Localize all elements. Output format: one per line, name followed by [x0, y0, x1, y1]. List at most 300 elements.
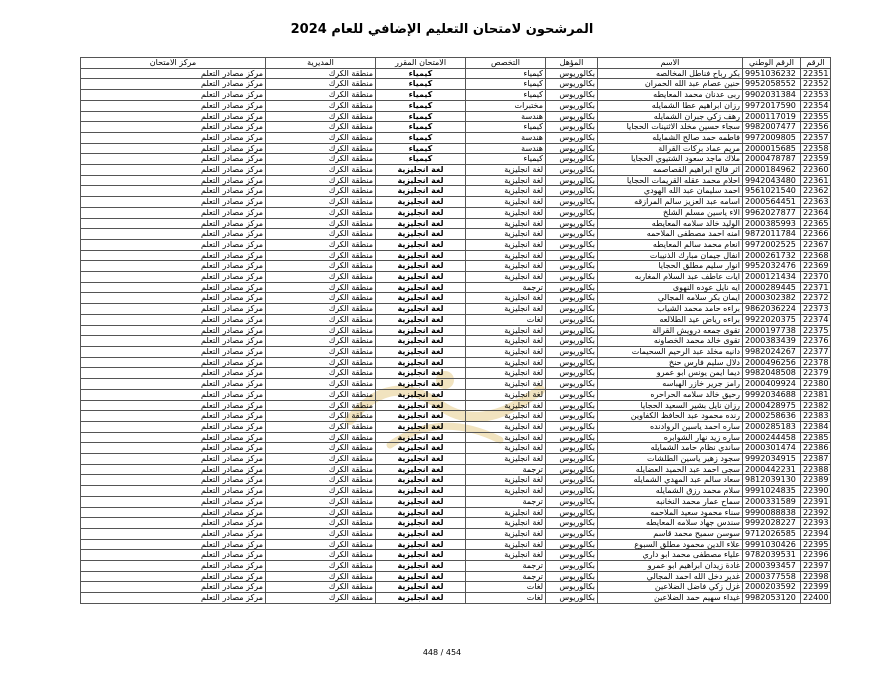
- qualification-cell: بكالوريوس: [546, 293, 598, 304]
- candidate-name-cell: دلال سليم فارس حنخ: [598, 357, 743, 368]
- assigned-exam-cell: لغة انجليزية: [376, 379, 466, 390]
- directorate-cell: منطقة الكرك: [266, 100, 376, 111]
- row-number-cell: 22386: [801, 443, 831, 454]
- qualification-cell: بكالوريوس: [546, 111, 598, 122]
- assigned-exam-cell: لغة انجليزية: [376, 561, 466, 572]
- exam-center-cell: مركز مصادر التعلم: [81, 154, 266, 165]
- specialization-cell: لغة انجليزية: [466, 325, 546, 336]
- directorate-cell: منطقة الكرك: [266, 411, 376, 422]
- table-row: [81, 346, 831, 357]
- row-number-cell: 22362: [801, 186, 831, 197]
- row-number-cell: 22354: [801, 100, 831, 111]
- row-number-cell: 22387: [801, 454, 831, 465]
- row-number-cell: 22355: [801, 111, 831, 122]
- header-national-id: الرقم الوطني: [743, 58, 801, 69]
- assigned-exam-cell: لغة انجليزية: [376, 282, 466, 293]
- row-number-cell: 22378: [801, 357, 831, 368]
- specialization-cell: لغة انجليزية: [466, 421, 546, 432]
- specialization-cell: لغة انجليزية: [466, 304, 546, 315]
- qualification-cell: بكالوريوس: [546, 346, 598, 357]
- directorate-cell: منطقة الكرك: [266, 539, 376, 550]
- row-number-cell: 22365: [801, 218, 831, 229]
- directorate-cell: منطقة الكرك: [266, 400, 376, 411]
- national-id-cell: 9812039130: [743, 475, 801, 486]
- specialization-cell: لغة انجليزية: [466, 539, 546, 550]
- header-name: الاسم: [598, 58, 743, 69]
- assigned-exam-cell: لغة انجليزية: [376, 550, 466, 561]
- row-number-cell: 22384: [801, 421, 831, 432]
- table-row: [81, 400, 831, 411]
- row-number-cell: 22376: [801, 336, 831, 347]
- row-number-cell: 22390: [801, 486, 831, 497]
- row-number-cell: 22380: [801, 379, 831, 390]
- exam-center-cell: مركز مصادر التعلم: [81, 132, 266, 143]
- directorate-cell: منطقة الكرك: [266, 122, 376, 133]
- candidate-name-cell: سندس جهاد سلامه المعايطه: [598, 518, 743, 529]
- exam-center-cell: مركز مصادر التعلم: [81, 325, 266, 336]
- row-number-cell: 22382: [801, 400, 831, 411]
- row-number-cell: 22366: [801, 229, 831, 240]
- specialization-cell: ترجمة: [466, 464, 546, 475]
- candidate-name-cell: رهف زكي جبران الشمايله: [598, 111, 743, 122]
- row-number-cell: 22394: [801, 528, 831, 539]
- directorate-cell: منطقة الكرك: [266, 582, 376, 593]
- specialization-cell: لغة انجليزية: [466, 346, 546, 357]
- exam-center-cell: مركز مصادر التعلم: [81, 79, 266, 90]
- table-row: [81, 100, 831, 111]
- exam-center-cell: مركز مصادر التعلم: [81, 68, 266, 79]
- directorate-cell: منطقة الكرك: [266, 68, 376, 79]
- specialization-cell: لغة انجليزية: [466, 368, 546, 379]
- national-id-cell: 2000261732: [743, 250, 801, 261]
- national-id-cell: 9561021540: [743, 186, 801, 197]
- qualification-cell: بكالوريوس: [546, 304, 598, 315]
- candidate-name-cell: مريم عماد بركات القرالة: [598, 143, 743, 154]
- row-number-cell: 22363: [801, 197, 831, 208]
- assigned-exam-cell: لغة انجليزية: [376, 593, 466, 604]
- assigned-exam-cell: كيمياء: [376, 111, 466, 122]
- assigned-exam-cell: كيمياء: [376, 132, 466, 143]
- directorate-cell: منطقة الكرك: [266, 165, 376, 176]
- header-exam: الامتحان المقرر: [376, 58, 466, 69]
- qualification-cell: بكالوريوس: [546, 496, 598, 507]
- exam-center-cell: مركز مصادر التعلم: [81, 250, 266, 261]
- row-number-cell: 22353: [801, 90, 831, 101]
- row-number-cell: 22398: [801, 571, 831, 582]
- candidate-name-cell: رزان نايل بشير السعيد الحجايا: [598, 400, 743, 411]
- candidate-name-cell: احلام محمد عقله القريمات الحجايا: [598, 175, 743, 186]
- assigned-exam-cell: لغة انجليزية: [376, 400, 466, 411]
- exam-center-cell: مركز مصادر التعلم: [81, 100, 266, 111]
- national-id-cell: 9991030426: [743, 539, 801, 550]
- row-number-cell: 22360: [801, 165, 831, 176]
- candidate-name-cell: ساره احمد ياسين الروادنده: [598, 421, 743, 432]
- national-id-cell: 2000496256: [743, 357, 801, 368]
- qualification-cell: بكالوريوس: [546, 421, 598, 432]
- exam-center-cell: مركز مصادر التعلم: [81, 411, 266, 422]
- candidate-name-cell: اثر فالح ابراهيم القصاصمه: [598, 165, 743, 176]
- assigned-exam-cell: كيمياء: [376, 100, 466, 111]
- table-row: [81, 539, 831, 550]
- specialization-cell: لغة انجليزية: [466, 175, 546, 186]
- directorate-cell: منطقة الكرك: [266, 421, 376, 432]
- directorate-cell: منطقة الكرك: [266, 507, 376, 518]
- specialization-cell: هندسة: [466, 111, 546, 122]
- table-row: [81, 229, 831, 240]
- national-id-cell: 2000442231: [743, 464, 801, 475]
- exam-center-cell: مركز مصادر التعلم: [81, 454, 266, 465]
- specialization-cell: لغة انجليزية: [466, 389, 546, 400]
- specialization-cell: هندسة: [466, 143, 546, 154]
- table-row: [81, 90, 831, 101]
- specialization-cell: لغة انجليزية: [466, 432, 546, 443]
- assigned-exam-cell: لغة انجليزية: [376, 357, 466, 368]
- directorate-cell: منطقة الكرك: [266, 389, 376, 400]
- exam-center-cell: مركز مصادر التعلم: [81, 336, 266, 347]
- exam-center-cell: مركز مصادر التعلم: [81, 218, 266, 229]
- directorate-cell: منطقة الكرك: [266, 304, 376, 315]
- specialization-cell: لغة انجليزية: [466, 261, 546, 272]
- row-number-cell: 22391: [801, 496, 831, 507]
- national-id-cell: 2000385993: [743, 218, 801, 229]
- specialization-cell: لغة انجليزية: [466, 272, 546, 283]
- candidate-name-cell: ايمان بكر سلامه المجالي: [598, 293, 743, 304]
- qualification-cell: بكالوريوس: [546, 550, 598, 561]
- table-row: [81, 571, 831, 582]
- directorate-cell: منطقة الكرك: [266, 528, 376, 539]
- candidate-name-cell: سوسن سميح محمد قاسم: [598, 528, 743, 539]
- directorate-cell: منطقة الكرك: [266, 186, 376, 197]
- national-id-cell: 2000184962: [743, 165, 801, 176]
- table-row: [81, 186, 831, 197]
- candidate-name-cell: تقوى جمعه درويش القرالة: [598, 325, 743, 336]
- exam-center-cell: مركز مصادر التعلم: [81, 389, 266, 400]
- candidate-name-cell: تقوى خالد محمد الخصاونه: [598, 336, 743, 347]
- national-id-cell: 9992028227: [743, 518, 801, 529]
- table-row: [81, 239, 831, 250]
- specialization-cell: لغة انجليزية: [466, 528, 546, 539]
- exam-center-cell: مركز مصادر التعلم: [81, 175, 266, 186]
- table-row: [81, 443, 831, 454]
- candidate-name-cell: سجود زهير ياسين الطلشات: [598, 454, 743, 465]
- candidate-name-cell: احمد سليمان عبد الله الهودي: [598, 186, 743, 197]
- candidate-name-cell: سلام محمد رزق الشمايله: [598, 486, 743, 497]
- exam-center-cell: مركز مصادر التعلم: [81, 593, 266, 604]
- candidate-name-cell: سجاء حسين مخلد الاثنينات الحجايا: [598, 122, 743, 133]
- directorate-cell: منطقة الكرك: [266, 111, 376, 122]
- qualification-cell: بكالوريوس: [546, 272, 598, 283]
- table-row: [81, 218, 831, 229]
- table-row: [81, 207, 831, 218]
- table-row: [81, 336, 831, 347]
- assigned-exam-cell: لغة انجليزية: [376, 518, 466, 529]
- exam-center-cell: مركز مصادر التعلم: [81, 486, 266, 497]
- candidate-name-cell: دانيه مخلد عبد الرحيم السحيمات: [598, 346, 743, 357]
- row-number-cell: 22388: [801, 464, 831, 475]
- table-row: [81, 304, 831, 315]
- qualification-cell: بكالوريوس: [546, 475, 598, 486]
- header-center: مركز الامتحان: [81, 58, 266, 69]
- directorate-cell: منطقة الكرك: [266, 496, 376, 507]
- row-number-cell: 22392: [801, 507, 831, 518]
- national-id-cell: 2000302382: [743, 293, 801, 304]
- candidate-name-cell: علياء مصطفى محمد ابو داري: [598, 550, 743, 561]
- directorate-cell: منطقة الكرك: [266, 229, 376, 240]
- exam-center-cell: مركز مصادر التعلم: [81, 143, 266, 154]
- header-directorate: المديرية: [266, 58, 376, 69]
- specialization-cell: كيمياء: [466, 122, 546, 133]
- qualification-cell: بكالوريوس: [546, 90, 598, 101]
- table-row: [81, 197, 831, 208]
- qualification-cell: بكالوريوس: [546, 443, 598, 454]
- directorate-cell: منطقة الكرك: [266, 486, 376, 497]
- national-id-cell: 2000409924: [743, 379, 801, 390]
- national-id-cell: 2000428975: [743, 400, 801, 411]
- row-number-cell: 22397: [801, 561, 831, 572]
- directorate-cell: منطقة الكرك: [266, 454, 376, 465]
- assigned-exam-cell: لغة انجليزية: [376, 218, 466, 229]
- table-row: [81, 486, 831, 497]
- qualification-cell: بكالوريوس: [546, 100, 598, 111]
- national-id-cell: 2000383439: [743, 336, 801, 347]
- directorate-cell: منطقة الكرك: [266, 336, 376, 347]
- table-row: [81, 368, 831, 379]
- candidate-name-cell: سعاد سالم عبد المهدي الشمايله: [598, 475, 743, 486]
- qualification-cell: بكالوريوس: [546, 132, 598, 143]
- qualification-cell: بكالوريوس: [546, 250, 598, 261]
- candidate-name-cell: ساندي نظام حامد الشمايله: [598, 443, 743, 454]
- exam-center-cell: مركز مصادر التعلم: [81, 357, 266, 368]
- assigned-exam-cell: لغة انجليزية: [376, 528, 466, 539]
- assigned-exam-cell: لغة انجليزية: [376, 432, 466, 443]
- exam-center-cell: مركز مصادر التعلم: [81, 464, 266, 475]
- assigned-exam-cell: لغة انجليزية: [376, 571, 466, 582]
- qualification-cell: بكالوريوس: [546, 143, 598, 154]
- qualification-cell: بكالوريوس: [546, 154, 598, 165]
- qualification-cell: بكالوريوس: [546, 165, 598, 176]
- table-row: [81, 518, 831, 529]
- row-number-cell: 22357: [801, 132, 831, 143]
- row-number-cell: 22375: [801, 325, 831, 336]
- assigned-exam-cell: لغة انجليزية: [376, 239, 466, 250]
- specialization-cell: لغة انجليزية: [466, 411, 546, 422]
- assigned-exam-cell: لغة انجليزية: [376, 411, 466, 422]
- exam-center-cell: مركز مصادر التعلم: [81, 229, 266, 240]
- candidate-name-cell: رحيق خالد سلامه الحراحره: [598, 389, 743, 400]
- specialization-cell: ترجمة: [466, 282, 546, 293]
- national-id-cell: 2000117019: [743, 111, 801, 122]
- national-id-cell: 9982053120: [743, 593, 801, 604]
- row-number-cell: 22374: [801, 314, 831, 325]
- exam-center-cell: مركز مصادر التعلم: [81, 528, 266, 539]
- candidate-name-cell: ديما ايمن يونس ابو عمرو: [598, 368, 743, 379]
- national-id-cell: 9990088838: [743, 507, 801, 518]
- specialization-cell: لغة انجليزية: [466, 207, 546, 218]
- row-number-cell: 22368: [801, 250, 831, 261]
- specialization-cell: لغة انجليزية: [466, 293, 546, 304]
- row-number-cell: 22400: [801, 593, 831, 604]
- candidate-name-cell: فاطمه حمد صالح الشمايله: [598, 132, 743, 143]
- header-qualification: المؤهل: [546, 58, 598, 69]
- assigned-exam-cell: لغة انجليزية: [376, 443, 466, 454]
- qualification-cell: بكالوريوس: [546, 507, 598, 518]
- exam-center-cell: مركز مصادر التعلم: [81, 90, 266, 101]
- qualification-cell: بكالوريوس: [546, 593, 598, 604]
- table-row: [81, 550, 831, 561]
- assigned-exam-cell: لغة انجليزية: [376, 175, 466, 186]
- candidate-name-cell: سناء محمود سعيد الملاحمه: [598, 507, 743, 518]
- assigned-exam-cell: كيمياء: [376, 122, 466, 133]
- national-id-cell: 9982048508: [743, 368, 801, 379]
- national-id-cell: 2000377558: [743, 571, 801, 582]
- national-id-cell: 9862036224: [743, 304, 801, 315]
- exam-center-cell: مركز مصادر التعلم: [81, 261, 266, 272]
- candidate-name-cell: سجى احمد عبد الحميد العضايله: [598, 464, 743, 475]
- qualification-cell: بكالوريوس: [546, 282, 598, 293]
- qualification-cell: بكالوريوس: [546, 186, 598, 197]
- candidate-name-cell: غزل زكي فاضل الضلاعين: [598, 582, 743, 593]
- row-number-cell: 22385: [801, 432, 831, 443]
- specialization-cell: لغات: [466, 582, 546, 593]
- national-id-cell: 9982024267: [743, 346, 801, 357]
- row-number-cell: 22395: [801, 539, 831, 550]
- table-row: [81, 111, 831, 122]
- specialization-cell: لغات: [466, 314, 546, 325]
- national-id-cell: 2000564451: [743, 197, 801, 208]
- directorate-cell: منطقة الكرك: [266, 561, 376, 572]
- row-number-cell: 22367: [801, 239, 831, 250]
- specialization-cell: مختبرات: [466, 100, 546, 111]
- header-num: الرقم: [801, 58, 831, 69]
- directorate-cell: منطقة الكرك: [266, 90, 376, 101]
- table-row: [81, 389, 831, 400]
- national-id-cell: 9991024835: [743, 486, 801, 497]
- specialization-cell: لغة انجليزية: [466, 518, 546, 529]
- specialization-cell: لغة انجليزية: [466, 165, 546, 176]
- qualification-cell: بكالوريوس: [546, 464, 598, 475]
- row-number-cell: 22389: [801, 475, 831, 486]
- specialization-cell: لغة انجليزية: [466, 550, 546, 561]
- specialization-cell: لغة انجليزية: [466, 218, 546, 229]
- qualification-cell: بكالوريوس: [546, 239, 598, 250]
- national-id-cell: 2000393457: [743, 561, 801, 572]
- row-number-cell: 22383: [801, 411, 831, 422]
- directorate-cell: منطقة الكرك: [266, 379, 376, 390]
- national-id-cell: 9992034915: [743, 454, 801, 465]
- row-number-cell: 22359: [801, 154, 831, 165]
- candidate-name-cell: ايه نايل عوده النهوى: [598, 282, 743, 293]
- qualification-cell: بكالوريوس: [546, 218, 598, 229]
- exam-center-cell: مركز مصادر التعلم: [81, 379, 266, 390]
- table-row: [81, 496, 831, 507]
- row-number-cell: 22396: [801, 550, 831, 561]
- national-id-cell: 9952032476: [743, 261, 801, 272]
- candidate-name-cell: غادة زيدان ابراهيم ابو عمرو: [598, 561, 743, 572]
- assigned-exam-cell: لغة انجليزية: [376, 539, 466, 550]
- exam-center-cell: مركز مصادر التعلم: [81, 239, 266, 250]
- assigned-exam-cell: لغة انجليزية: [376, 475, 466, 486]
- directorate-cell: منطقة الكرك: [266, 293, 376, 304]
- national-id-cell: 9972002525: [743, 239, 801, 250]
- table-row: [81, 175, 831, 186]
- directorate-cell: منطقة الكرك: [266, 464, 376, 475]
- row-number-cell: 22364: [801, 207, 831, 218]
- directorate-cell: منطقة الكرك: [266, 282, 376, 293]
- row-number-cell: 22351: [801, 68, 831, 79]
- specialization-cell: لغة انجليزية: [466, 379, 546, 390]
- row-number-cell: 22358: [801, 143, 831, 154]
- exam-center-cell: مركز مصادر التعلم: [81, 207, 266, 218]
- candidate-name-cell: الاء ياسين مسلم الشلخ: [598, 207, 743, 218]
- row-number-cell: 22393: [801, 518, 831, 529]
- exam-center-cell: مركز مصادر التعلم: [81, 368, 266, 379]
- national-id-cell: 2000197738: [743, 325, 801, 336]
- row-number-cell: 22370: [801, 272, 831, 283]
- candidate-name-cell: براءه رياض عيد الطلالعه: [598, 314, 743, 325]
- row-number-cell: 22369: [801, 261, 831, 272]
- exam-center-cell: مركز مصادر التعلم: [81, 550, 266, 561]
- candidate-name-cell: انوار سليم مطلق الحجايا: [598, 261, 743, 272]
- assigned-exam-cell: كيمياء: [376, 154, 466, 165]
- table-row: [81, 464, 831, 475]
- table-row: [81, 582, 831, 593]
- qualification-cell: بكالوريوس: [546, 454, 598, 465]
- specialization-cell: لغة انجليزية: [466, 197, 546, 208]
- table-row: [81, 282, 831, 293]
- table-row: [81, 250, 831, 261]
- national-id-cell: 9951036232: [743, 68, 801, 79]
- national-id-cell: 2000301474: [743, 443, 801, 454]
- exam-center-cell: مركز مصادر التعلم: [81, 346, 266, 357]
- candidate-name-cell: غيداء سهيم حمد الضلاعين: [598, 593, 743, 604]
- table-row: [81, 314, 831, 325]
- specialization-cell: لغة انجليزية: [466, 443, 546, 454]
- specialization-cell: لغة انجليزية: [466, 336, 546, 347]
- candidate-name-cell: براءه حامد محمد الشياب: [598, 304, 743, 315]
- table-row: [81, 293, 831, 304]
- table-row: [81, 528, 831, 539]
- assigned-exam-cell: لغة انجليزية: [376, 486, 466, 497]
- national-id-cell: 2000203592: [743, 582, 801, 593]
- national-id-cell: 9942043480: [743, 175, 801, 186]
- candidate-name-cell: اسامه عبد العزيز سالم المرازقه: [598, 197, 743, 208]
- directorate-cell: منطقة الكرك: [266, 143, 376, 154]
- assigned-exam-cell: لغة انجليزية: [376, 229, 466, 240]
- qualification-cell: بكالوريوس: [546, 518, 598, 529]
- national-id-cell: 9952058552: [743, 79, 801, 90]
- header-specialization: التخصص: [466, 58, 546, 69]
- national-id-cell: 2000285183: [743, 421, 801, 432]
- table-row: [81, 379, 831, 390]
- directorate-cell: منطقة الكرك: [266, 207, 376, 218]
- table-row: [81, 261, 831, 272]
- row-number-cell: 22381: [801, 389, 831, 400]
- row-number-cell: 22356: [801, 122, 831, 133]
- directorate-cell: منطقة الكرك: [266, 197, 376, 208]
- directorate-cell: منطقة الكرك: [266, 346, 376, 357]
- qualification-cell: بكالوريوس: [546, 79, 598, 90]
- exam-center-cell: مركز مصادر التعلم: [81, 421, 266, 432]
- candidate-name-cell: علاء الدين محمود مطلق السبوع: [598, 539, 743, 550]
- assigned-exam-cell: كيمياء: [376, 68, 466, 79]
- table-row: [81, 325, 831, 336]
- qualification-cell: بكالوريوس: [546, 368, 598, 379]
- directorate-cell: منطقة الكرك: [266, 132, 376, 143]
- national-id-cell: 9992034688: [743, 389, 801, 400]
- qualification-cell: بكالوريوس: [546, 325, 598, 336]
- specialization-cell: لغة انجليزية: [466, 186, 546, 197]
- table-row: [81, 411, 831, 422]
